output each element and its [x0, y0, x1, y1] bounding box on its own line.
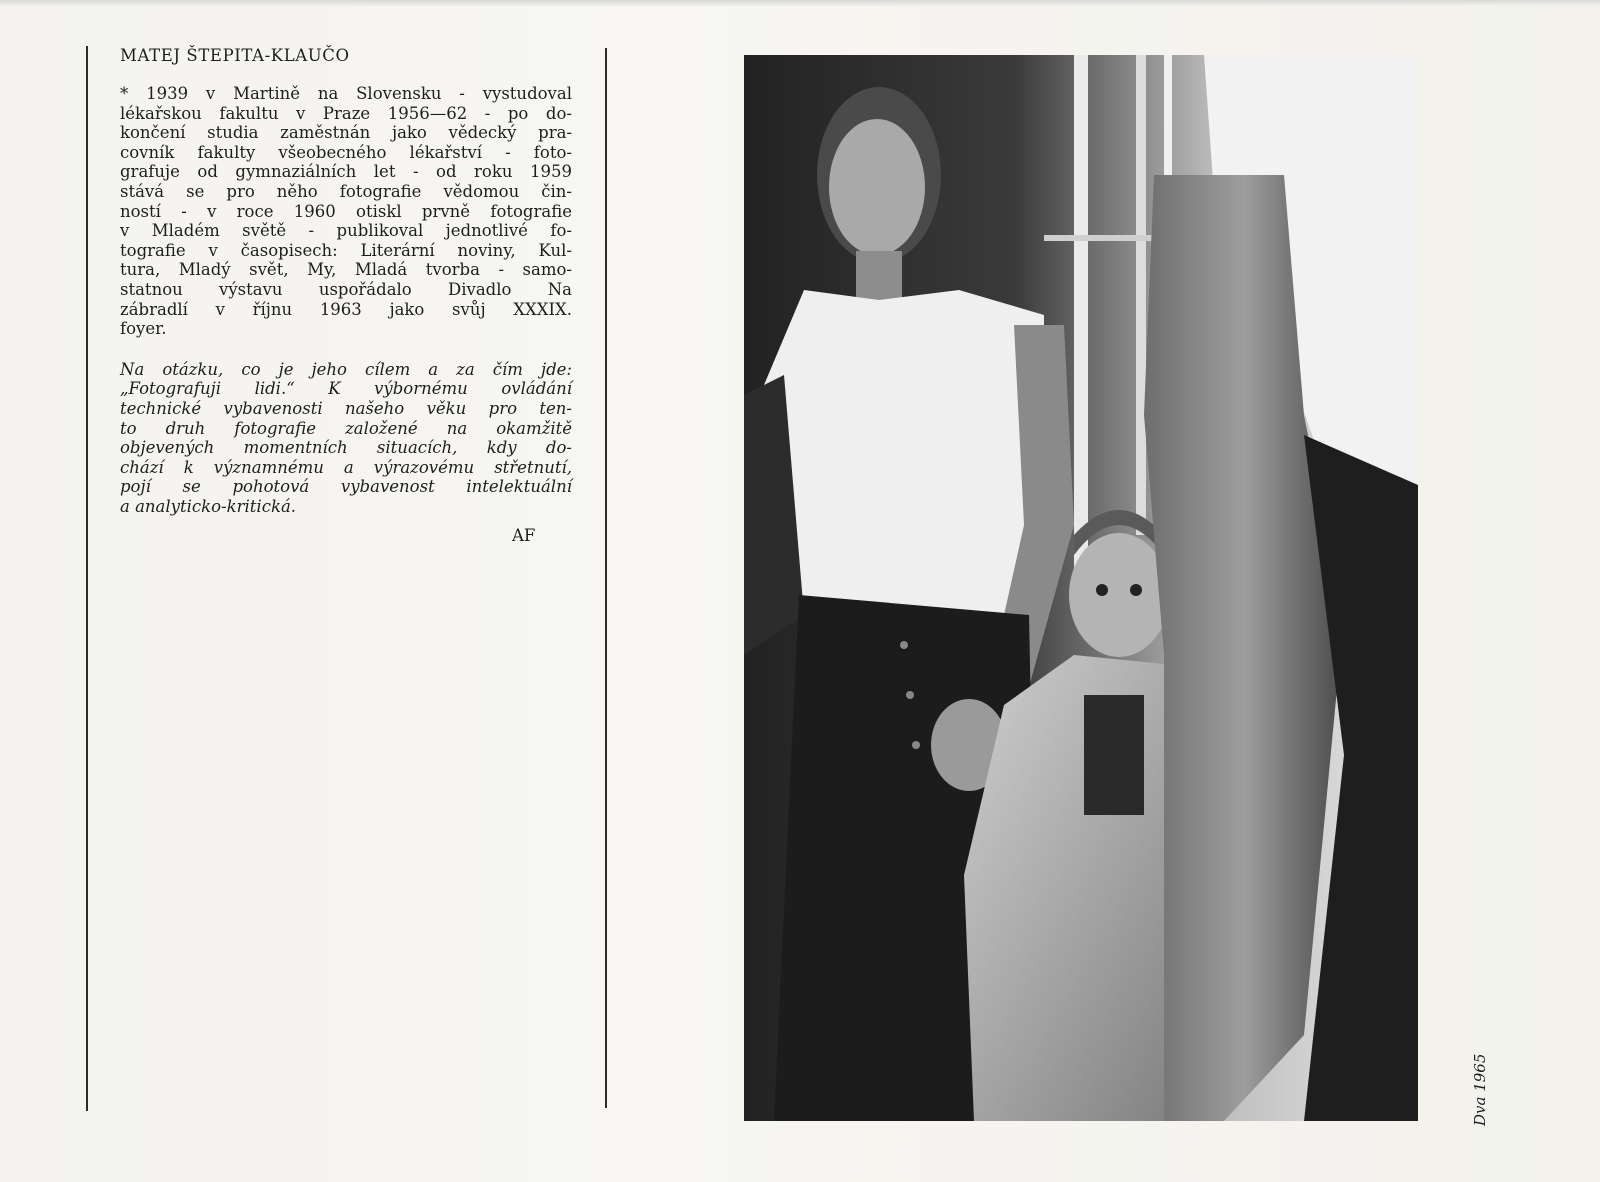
- bio-line: zábradlí v říjnu 1963 jako svůj XXXIX.: [120, 299, 572, 319]
- bio-line: statnou výstavu uspořádalo Divadlo Na: [120, 279, 572, 299]
- quote-line: „Fotografuji lidi.“ K výbornému ovládání: [120, 379, 572, 399]
- bio-line: končení studia zaměstnán jako vědecký pra-: [120, 123, 572, 143]
- left-margin-rule: [86, 46, 88, 1111]
- quote-line: objevených momentních situacích, kdy do-: [120, 438, 572, 458]
- bio-line: grafuje od gymnaziálních let - od roku 1959: [120, 162, 572, 182]
- bio-line: tografie v časopisech: Literární noviny, Kul-: [120, 240, 572, 260]
- bio-line: stává se pro něho fotografie vědomou čin-: [120, 181, 572, 201]
- column-divider-rule: [605, 48, 607, 1108]
- photograph: [744, 55, 1418, 1121]
- text-column: [120, 44, 572, 547]
- quote-line: Na otázku, co je jeho cílem a za čím jde:: [120, 359, 572, 379]
- photograph-illustration: [744, 55, 1418, 1121]
- quote-line: technické vybavenosti našeho věku pro ten-: [120, 398, 572, 418]
- page-top-edge: [0, 0, 1600, 6]
- quote-line: a analyticko-kritická.: [120, 496, 297, 516]
- bio-line: v Mladém světě - publikoval jednotlivé fo-: [120, 221, 572, 241]
- quote-paragraph: [120, 360, 572, 517]
- bio-line: foyer.: [120, 319, 167, 339]
- quote-line: to druh fotografie založené na okamžitě: [120, 418, 572, 438]
- photo-caption: Dva 1965: [1471, 1053, 1489, 1126]
- biography-paragraph: [120, 84, 572, 339]
- bio-line: ností - v roce 1960 otiskl prvně fotografie: [120, 201, 572, 221]
- quote-line: chází k významnému a výrazovému střetnutí,: [120, 457, 572, 477]
- quote-line: pojí se pohotová vybavenost intelektuální: [120, 477, 572, 497]
- bio-line: * 1939 v Martině na Slovensku - vystudoval: [120, 84, 572, 103]
- bio-line: tura, Mladý svět, My, Mladá tvorba - samo-: [120, 260, 572, 280]
- bio-line: covník fakulty všeobecného lékařství - foto-: [120, 142, 572, 162]
- author-name: MATEJ ŠTEPITA-KLAUČO: [120, 46, 350, 65]
- author-initials: AF: [512, 526, 536, 546]
- bio-line: lékařskou fakultu v Praze 1956—62 - po do-: [120, 103, 572, 123]
